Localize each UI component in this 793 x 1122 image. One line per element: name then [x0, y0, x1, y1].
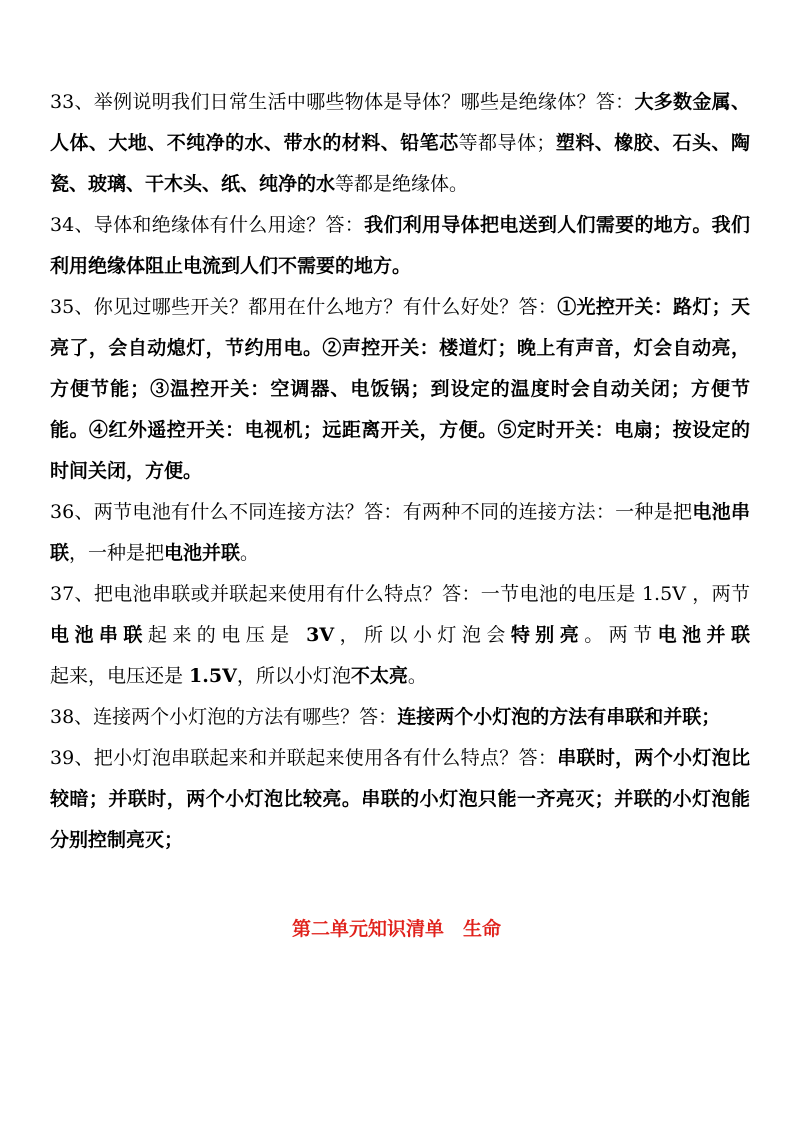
question-33: 33、举例说明我们日常生活中哪些物体是导体？哪些是绝缘体？答：大多数金属、人体、大地、不纯净的水、带水的材料、铅笔芯等都导体；塑料、橡胶、石头、陶瓷、玻璃、干木头、纸、纯净的水等都是绝缘体。 [50, 91, 750, 195]
question-38: 38、连接两个小灯泡的方法有哪些？答：连接两个小灯泡的方法有串联和并联； [50, 706, 721, 728]
document-body [50, 82, 750, 861]
question-39: 39、把小灯泡串联起来和并联起来使用各有什么特点？答：串联时，两个小灯泡比较暗；并联时，两个小灯泡比较亮。串联的小灯泡只能一齐亮灭；并联的小灯泡能分别控制亮灭； [50, 747, 750, 851]
question-37: 37、把电池串联或并联起来使用有什么特点？答：一节电池的电压是 1.5V ，两节电池串联起来的电压是 3V，所以小灯泡会特别亮。两节电池并联起来，电压还是 1.5V，所以小灯泡不太亮。 [50, 583, 750, 687]
question-35: 35、你见过哪些开关？都用在什么地方？有什么好处？答：①光控开关：路灯；天亮了，会自动熄灯，节约用电。②声控开关：楼道灯；晚上有声音，灯会自动亮，方便节能；③温控开关：空调器、电饭锅；到设定的温度时会自动关闭；方便节能。④红外遥控开关：电视机；远距离开关，方便。⑤定时开关：电扇；按设定的时间关闭，方便。 [50, 296, 750, 482]
question-36: 36、两节电池有什么不同连接方法？答：有两种不同的连接方法：一种是把电池串联，一种是把电池并联。 [50, 501, 750, 564]
section-title: 第二单元知识清单 生命 [291, 918, 501, 940]
question-34: 34、导体和绝缘体有什么用途？答：我们利用导体把电送到人们需要的地方。我们利用绝缘体阻止电流到人们不需要的地方。 [50, 214, 750, 277]
